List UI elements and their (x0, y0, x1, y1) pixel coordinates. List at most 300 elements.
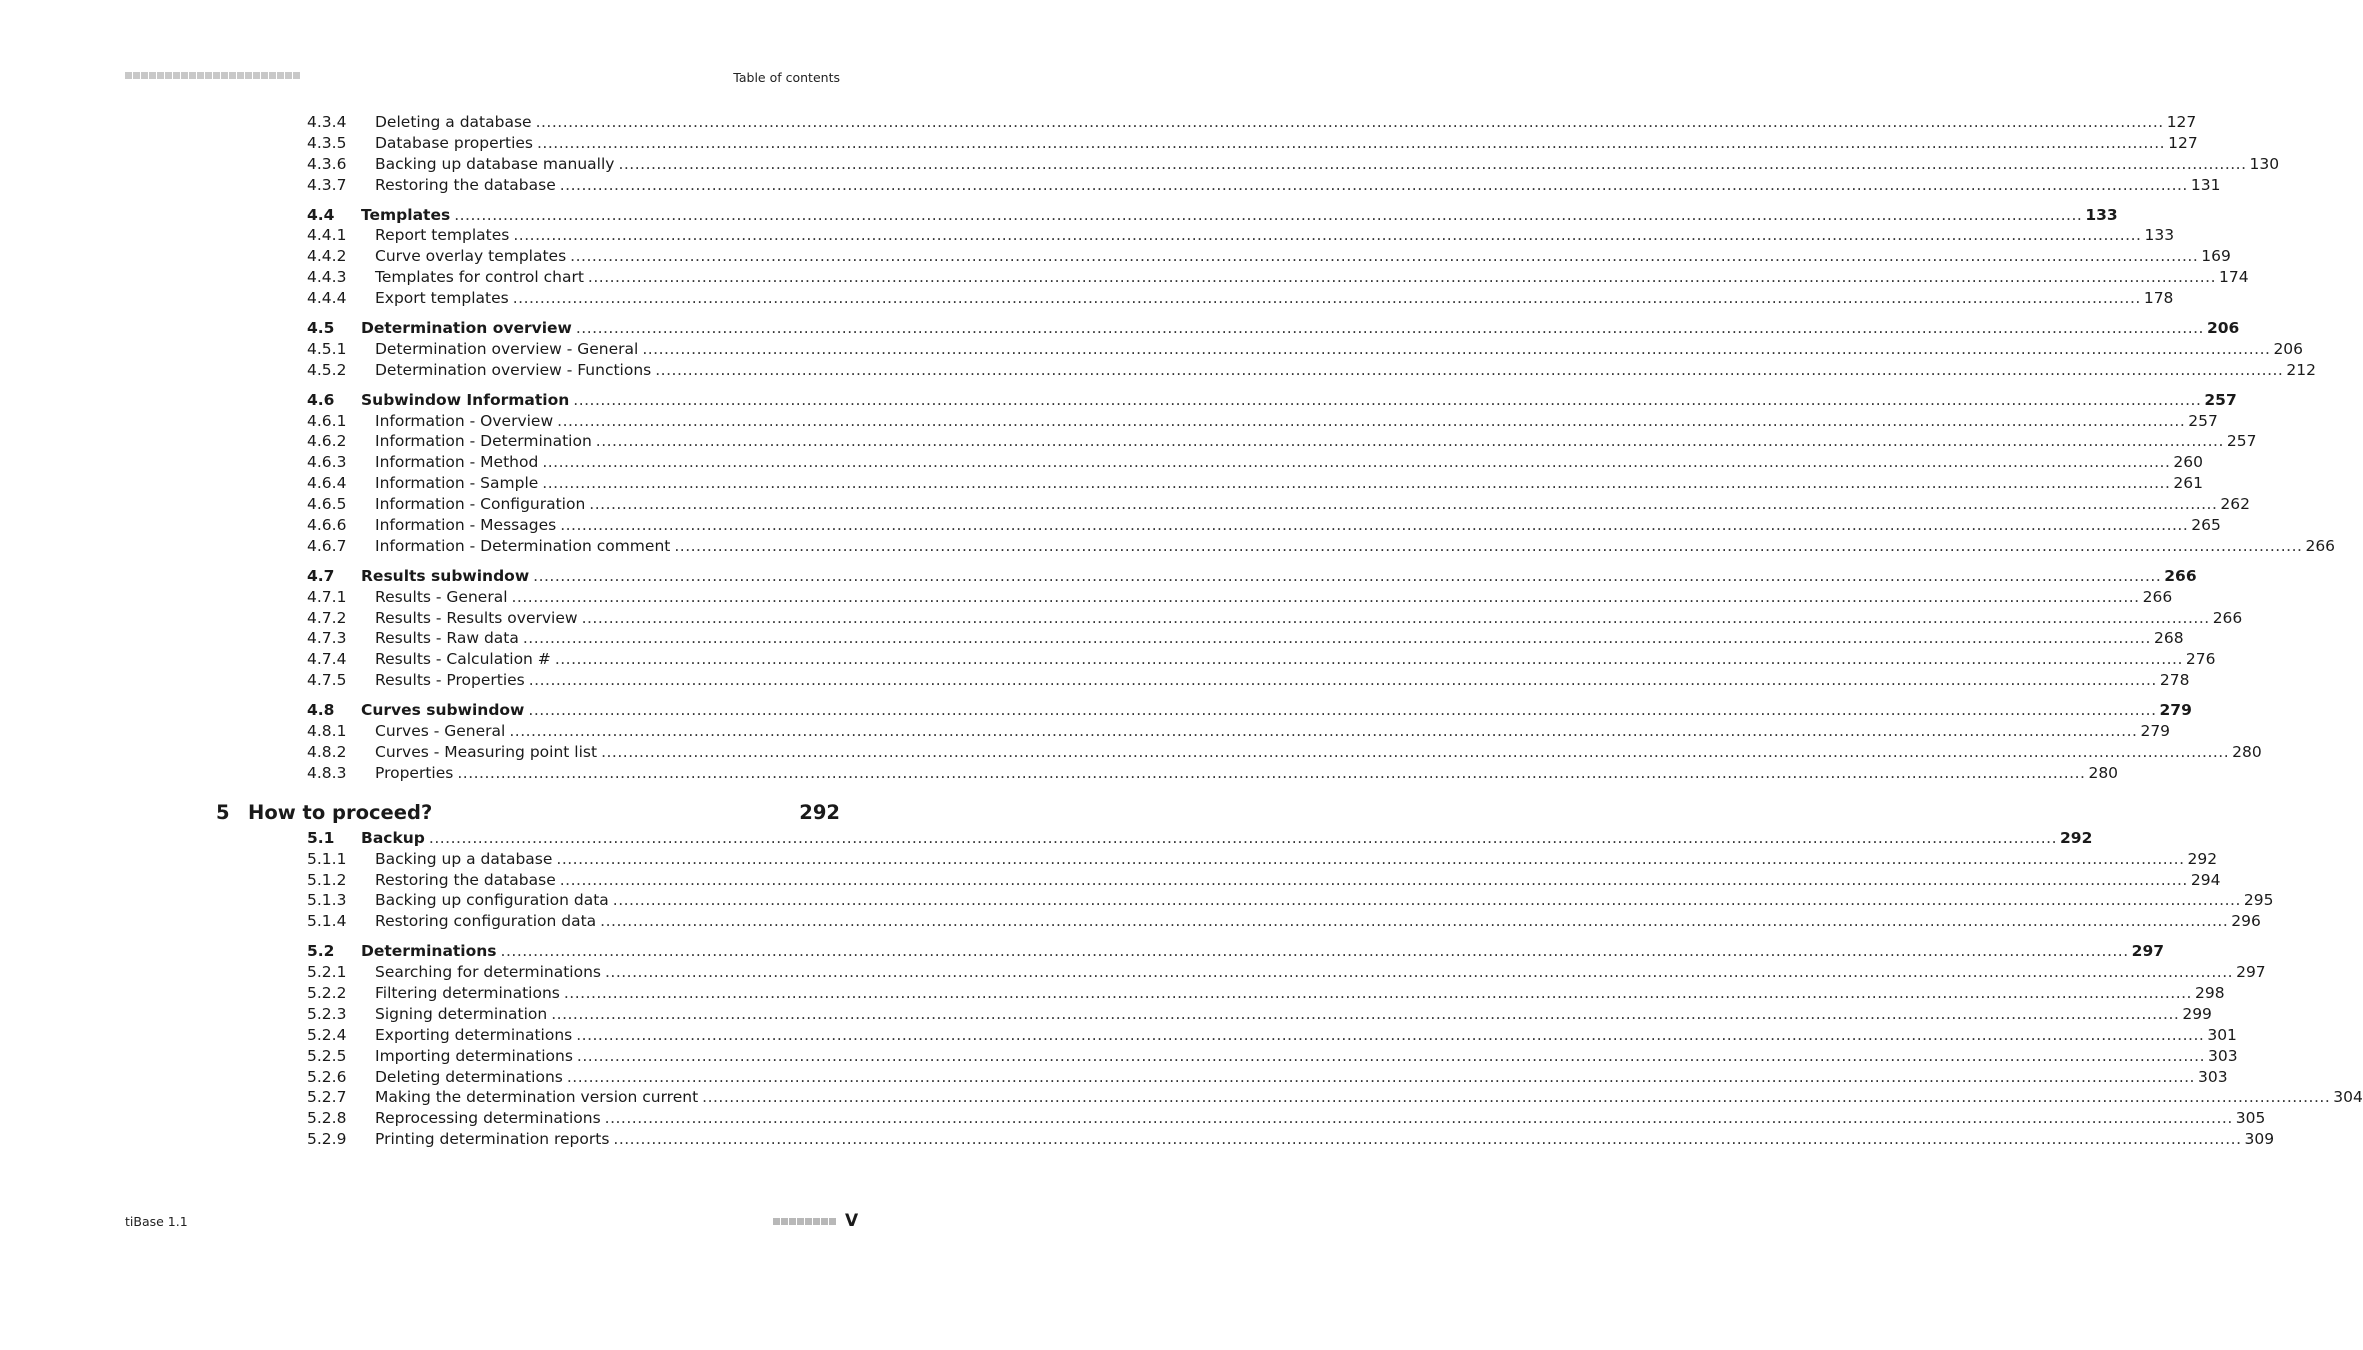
square-mark (157, 72, 164, 79)
toc-leader-dots: ............................................................................................................................................................................................................................................................................................................ (604, 1109, 2233, 1128)
toc-leader-dots: ............................................................................................................................................................................................................................................................................................................ (457, 763, 2086, 782)
toc-entry-number: 4.6.2 (307, 432, 347, 451)
toc-entry-label (375, 890, 2274, 911)
toc-leader-dots: ............................................................................................................................................................................................................................................................................................................ (604, 963, 2234, 982)
toc-entry-title: Templates for control chart (375, 268, 584, 287)
toc-entry-number: 4.7.2 (307, 608, 347, 627)
toc-entry-label (375, 742, 2262, 763)
footer-product: tiBase 1.1 (125, 1214, 188, 1229)
square-mark (813, 1218, 820, 1225)
toc-entry-number: 4.6.4 (307, 474, 347, 493)
toc-entry-page: 298 (2194, 983, 2225, 1002)
toc-entry[interactable] (0, 246, 2231, 267)
toc-entry[interactable] (0, 849, 2218, 870)
toc-entry[interactable] (0, 112, 2197, 133)
toc-entry-number: 4.6.6 (307, 516, 347, 535)
toc-entry-label (375, 1046, 2238, 1067)
toc-entry-number: 4.4.4 (307, 289, 347, 308)
toc-entry[interactable] (0, 1129, 2275, 1150)
toc-entry-page: 206 (2206, 319, 2240, 338)
toc-entry-label (375, 721, 2171, 742)
toc-leader-dots: ............................................................................................................................................................................................................................................................................................................ (575, 319, 2204, 338)
square-mark (269, 72, 276, 79)
toc-entry-title: Export templates (375, 289, 509, 308)
toc-entry-title: Information - Determination (375, 432, 592, 451)
toc-leader-dots: ............................................................................................................................................................................................................................................................................................................ (513, 226, 2142, 245)
toc-entry-number: 5.2.5 (307, 1046, 347, 1065)
toc-leader-dots: ............................................................................................................................................................................................................................................................................................................ (570, 247, 2199, 266)
toc-entry-title: Backing up database manually (375, 154, 615, 173)
toc-entry[interactable] (0, 763, 2119, 784)
toc-entry[interactable] (0, 205, 2118, 226)
square-mark (253, 72, 260, 79)
toc-entry-label (375, 360, 2316, 381)
toc-entry-page: 276 (2185, 650, 2216, 669)
square-mark (205, 72, 212, 79)
toc-entry-number: 4.7.4 (307, 650, 347, 669)
toc-entry[interactable] (0, 1087, 2363, 1108)
footer-decoration (773, 1218, 836, 1225)
toc-entry-label (375, 288, 2174, 309)
toc-entry[interactable] (0, 962, 2266, 983)
toc-entry-title: Backup (361, 828, 425, 847)
toc-leader-dots: ............................................................................................................................................................................................................................................................................................................ (559, 870, 2188, 889)
toc-entry-label (375, 246, 2231, 267)
toc-leader-dots: ............................................................................................................................................................................................................................................................................................................ (587, 268, 2217, 287)
toc-entry[interactable] (0, 742, 2262, 763)
toc-entry-number: 4.5.2 (307, 360, 347, 379)
toc-leader-dots: ............................................................................................................................................................................................................................................................................................................ (528, 701, 2157, 720)
toc-entry-label (375, 670, 2190, 691)
toc-entry-number: 4.7.3 (307, 629, 347, 648)
square-mark (277, 72, 284, 79)
toc-entry-title: Results - Raw data (375, 629, 519, 648)
toc-entry-label (361, 828, 2093, 849)
toc-entry[interactable] (0, 608, 2243, 629)
toc-entry-title: Information - Sample (375, 474, 539, 493)
square-mark (125, 72, 132, 79)
toc-entry[interactable] (0, 941, 2165, 962)
toc-entry-title: Determination overview - Functions (375, 360, 652, 379)
square-mark (245, 72, 252, 79)
toc-entry-title: Results - General (375, 587, 508, 606)
toc-entry[interactable] (0, 536, 2336, 557)
toc-entry-number: 5.2.2 (307, 983, 347, 1002)
square-mark (261, 72, 268, 79)
toc-leader-dots: ............................................................................................................................................................................................................................................................................................................ (522, 629, 2151, 648)
toc-entry-title: Backing up a database (375, 849, 553, 868)
toc-entry-page: 297 (2236, 963, 2266, 982)
toc-entry-title: Database properties (375, 133, 533, 152)
square-mark (789, 1218, 796, 1225)
toc-entry-title: Results - Calculation # (375, 650, 551, 669)
toc-entry-page: 294 (2190, 870, 2221, 889)
toc-entry-label (375, 133, 2198, 154)
toc-entry-title: Information - Determination comment (375, 536, 671, 555)
toc-entry-page: 303 (2208, 1046, 2238, 1065)
toc-entry-label (375, 962, 2266, 983)
toc-leader-dots: ............................................................................................................................................................................................................................................................................................................ (554, 650, 2183, 669)
toc-entry[interactable] (0, 983, 2225, 1004)
toc-entry-page: 257 (2226, 432, 2257, 451)
toc-entry-label (375, 339, 2304, 360)
toc-entry[interactable] (0, 318, 2240, 339)
toc-entry-number: 5.1 (307, 828, 335, 847)
toc-entry[interactable] (0, 431, 2257, 452)
toc-entry-page: 266 (2164, 566, 2197, 585)
square-mark (197, 72, 204, 79)
toc-entry-page: 206 (2273, 339, 2304, 358)
toc-entry-title: Information - Messages (375, 516, 557, 535)
toc-entry-number: 4.4 (307, 205, 335, 224)
toc-entry-title: Results - Properties (375, 671, 525, 690)
toc-entry-number: 5.1.1 (307, 849, 347, 868)
toc-entry[interactable] (0, 154, 2280, 175)
toc-entry-page: 257 (2204, 390, 2237, 409)
toc-entry-label (375, 431, 2257, 452)
toc-entry-label (375, 1025, 2237, 1046)
toc-entry-page: 178 (2143, 289, 2174, 308)
toc-entry[interactable] (0, 390, 2237, 411)
toc-entry-page: 262 (2220, 495, 2250, 514)
toc-entry-label (361, 318, 2240, 339)
toc-entry[interactable] (0, 515, 2221, 536)
toc-entry-page: 305 (2235, 1109, 2266, 1128)
toc-leader-dots: ............................................................................................................................................................................................................................................................................................................ (454, 205, 2083, 224)
toc-entry-title: Subwindow Information (361, 390, 570, 409)
square-mark (293, 72, 300, 79)
toc-entry[interactable] (0, 175, 2221, 196)
toc-entry-number: 5.2.9 (307, 1130, 347, 1149)
toc-entry-page: 295 (2243, 891, 2274, 910)
toc-entry-title: Determinations (361, 942, 497, 961)
toc-entry[interactable] (0, 494, 2250, 515)
toc-entry-page: 131 (2190, 175, 2221, 194)
toc-entry-number: 4.8.2 (307, 742, 347, 761)
toc-entry[interactable] (0, 360, 2316, 381)
toc-entry-number: 4.3.6 (307, 154, 347, 173)
toc-leader-dots: ............................................................................................................................................................................................................................................................................................................ (511, 587, 2140, 606)
toc-entry-title: Filtering determinations (375, 983, 560, 1002)
square-mark (213, 72, 220, 79)
toc-entry[interactable] (0, 649, 2216, 670)
toc-entry-label (375, 1108, 2266, 1129)
square-mark (181, 72, 188, 79)
toc-entry-title: Restoring the database (375, 870, 556, 889)
toc-leader-dots: ............................................................................................................................................................................................................................................................................................................ (560, 516, 2189, 535)
toc-entry[interactable] (0, 288, 2174, 309)
toc-entry-number: 4.8.1 (307, 722, 347, 741)
toc-entry-label (375, 175, 2221, 196)
toc-entry-number: 5.1.2 (307, 870, 347, 889)
toc-entry-label (375, 1004, 2212, 1025)
toc-entry[interactable] (0, 828, 2093, 849)
toc-leader-dots: ............................................................................................................................................................................................................................................................................................................ (536, 133, 2166, 152)
toc-entry-title: Results subwindow (361, 566, 530, 585)
toc-entry-page: 127 (2166, 113, 2197, 131)
toc-entry[interactable] (0, 339, 2304, 360)
toc-entry-page: 268 (2153, 629, 2184, 648)
toc-entry-number: 4.3.5 (307, 133, 347, 152)
toc-entry[interactable] (0, 890, 2274, 911)
toc-entry-title: Deleting determinations (375, 1067, 563, 1086)
toc-entry-number: 5.2.7 (307, 1088, 347, 1107)
toc-entry[interactable] (0, 1067, 2228, 1088)
toc-entry-page: 304 (2333, 1088, 2363, 1107)
toc-entry-number: 5.1.3 (307, 891, 347, 910)
header-title: Table of contents (733, 70, 840, 85)
toc-entry-number: 4.6.7 (307, 536, 347, 555)
square-mark (237, 72, 244, 79)
toc-entry-page: 133 (2144, 226, 2175, 245)
square-mark (133, 72, 140, 79)
toc-entry[interactable] (0, 798, 954, 828)
toc-entry[interactable] (0, 870, 2221, 891)
toc-leader-dots: ............................................................................................................................................................................................................................................................................................................ (581, 608, 2210, 627)
toc-entry-title: Determination overview (361, 319, 572, 338)
toc-entry-number: 4.3.7 (307, 175, 347, 194)
toc-entry-page: 133 (2085, 205, 2118, 224)
toc-leader-dots: ............................................................................................................................................................................................................................................................................................................ (509, 722, 2138, 741)
toc-entry-number: 5.2 (307, 942, 335, 961)
toc-entry-label (375, 154, 2280, 175)
toc-entry-number: 5.2.8 (307, 1109, 347, 1128)
toc-entry-title: Restoring configuration data (375, 912, 597, 931)
toc-entry-number: 4.8 (307, 701, 335, 720)
toc-entry-page: 130 (2249, 154, 2280, 173)
toc-entry-label (375, 536, 2336, 557)
toc-entry-page: 265 (2191, 516, 2221, 535)
toc-entry-title: Information - Configuration (375, 495, 586, 514)
toc-entry-label (361, 390, 2237, 411)
toc-entry-label (375, 267, 2249, 288)
toc-entry-number: 5.1.4 (307, 912, 347, 931)
toc-entry-label (361, 700, 2192, 721)
toc-leader-dots: ............................................................................................................................................................................................................................................................................................................ (542, 453, 2171, 472)
toc-entry-label (375, 628, 2184, 649)
toc-entry-number: 4.4.3 (307, 268, 347, 287)
toc-entry-title: Signing determination (375, 1004, 548, 1023)
square-mark (821, 1218, 828, 1225)
footer-page-number: V (845, 1211, 859, 1231)
toc-entry[interactable] (0, 1025, 2237, 1046)
toc-entry-label (361, 205, 2118, 226)
toc-entry-title: Exporting determinations (375, 1025, 573, 1044)
toc-entry-title: Deleting a database (375, 113, 532, 131)
toc-entry[interactable] (0, 670, 2190, 691)
square-mark (773, 1218, 780, 1225)
toc-entry-page: 266 (2142, 587, 2173, 606)
toc-leader-dots: ............................................................................................................................................................................................................................................................................................................ (573, 390, 2202, 409)
toc-entry-label (375, 763, 2119, 784)
toc-leader-dots: ............................................................................................................................................................................................................................................................................................................ (535, 113, 2164, 131)
toc-leader-dots: ............................................................................................................................................................................................................................................................................................................ (674, 536, 2303, 555)
toc-entry[interactable] (0, 911, 2261, 932)
toc-entry-label (375, 649, 2216, 670)
toc-entry-title: Properties (375, 763, 454, 782)
toc-entry-page: 169 (2201, 247, 2231, 266)
toc-entry-label (375, 411, 2218, 432)
toc-leader-dots: ............................................................................................................................................................................................................................................................................................................ (557, 411, 2186, 430)
toc-entry-title: Making the determination version current (375, 1088, 699, 1107)
toc-entry-number: 5.2.4 (307, 1025, 347, 1044)
toc-leader-dots: ............................................................................................................................................................................................................................................................................................................ (589, 495, 2218, 514)
toc-entry-page: 297 (2131, 942, 2165, 961)
toc-entry-label (375, 515, 2221, 536)
toc-entry[interactable] (0, 452, 2204, 473)
square-mark (797, 1218, 804, 1225)
toc-entry[interactable] (0, 587, 2173, 608)
toc-leader-dots: ............................................................................................................................................................................................................................................................................................................ (601, 742, 2230, 761)
toc-leader-dots: ............................................................................................................................................................................................................................................................................................................ (612, 891, 2241, 910)
toc-entry-title: Templates (361, 205, 451, 224)
toc-entry-number: 4.6.1 (307, 411, 347, 430)
toc-entry[interactable] (0, 225, 2175, 246)
toc-entry-title: Curves - Measuring point list (375, 742, 598, 761)
toc-entry-number: 4.5.1 (307, 339, 347, 358)
toc-leader-dots: ............................................................................................................................................................................................................................................................................................................ (533, 566, 2162, 585)
toc-entry-label (375, 225, 2175, 246)
toc-entry-page: 174 (2219, 268, 2249, 287)
toc-entry-page: 261 (2173, 474, 2203, 493)
toc-entry-title: Curve overlay templates (375, 247, 567, 266)
toc-entry[interactable] (0, 566, 2197, 587)
toc-entry-label (248, 798, 840, 828)
toc-entry-number: 4.4.1 (307, 226, 347, 245)
toc-entry-label (375, 452, 2204, 473)
toc-entry-title: Report templates (375, 226, 510, 245)
toc-entry-page: 303 (2197, 1067, 2228, 1086)
toc-entry-page: 257 (2188, 411, 2218, 430)
toc-entry-number: 4.4.2 (307, 247, 347, 266)
toc-entry-number: 4.3.4 (307, 113, 347, 131)
toc-entry-label (375, 473, 2203, 494)
toc-entry-title: Printing determination reports (375, 1130, 610, 1149)
toc-entry-page: 279 (2140, 722, 2171, 741)
toc-entry[interactable] (0, 721, 2171, 742)
square-mark (781, 1218, 788, 1225)
toc-entry-label (361, 566, 2197, 587)
toc-entry-title: Determination overview - General (375, 339, 639, 358)
toc-entry-label (375, 494, 2250, 515)
toc-entry-number: 5.2.6 (307, 1067, 347, 1086)
toc-entry-page: 280 (2232, 742, 2262, 761)
toc-leader-dots: ............................................................................................................................................................................................................................................................................................................ (595, 432, 2224, 451)
toc-entry-number: 4.6.3 (307, 453, 347, 472)
toc-leader-dots: ............................................................................................................................................................................................................................................................................................................ (576, 1025, 2205, 1044)
toc-entry-title: Information - Overview (375, 411, 554, 430)
toc-leader-dots: ............................................................................................................................................................................................................................................................................................................ (618, 154, 2247, 173)
toc-entry-title: How to proceed? (248, 800, 433, 824)
toc-entry-page: 278 (2159, 671, 2190, 690)
toc-leader-dots: ............................................................................................................................................................................................................................................................................................................ (702, 1088, 2331, 1107)
toc-entry-label (375, 587, 2173, 608)
toc-leader-dots: ............................................................................................................................................................................................................................................................................................................ (551, 1004, 2180, 1023)
toc-entry-number: 4.7 (307, 566, 335, 585)
toc-leader-dots: ............................................................................................................................................................................................................................................................................................................ (428, 828, 2058, 847)
toc-entry-page: 301 (2207, 1025, 2237, 1044)
toc-entry[interactable] (0, 267, 2249, 288)
toc-entry-page: 292 (2060, 828, 2093, 847)
header-decoration (125, 72, 300, 79)
toc-entry[interactable] (0, 411, 2218, 432)
toc-entry-title: Backing up configuration data (375, 891, 609, 910)
toc-entry-label (375, 1087, 2363, 1108)
toc-leader-dots: ............................................................................................................................................................................................................................................................................................................ (556, 849, 2185, 868)
toc-entry-number: 4.5 (307, 319, 335, 338)
toc-entry-title: Searching for determinations (375, 963, 601, 982)
square-mark (189, 72, 196, 79)
toc-entry-page: 266 (2212, 608, 2243, 627)
square-mark (149, 72, 156, 79)
toc-entry-number: 5.2.3 (307, 1004, 347, 1023)
toc-entry-label (361, 941, 2165, 962)
toc-entry-label (375, 1067, 2228, 1088)
toc-entry-title: Reprocessing determinations (375, 1109, 601, 1128)
toc-entry[interactable] (0, 473, 2203, 494)
toc-entry-number: 4.6.5 (307, 495, 347, 514)
square-mark (173, 72, 180, 79)
toc-leader-dots: ............................................................................................................................................................................................................................................................................................................ (613, 1130, 2242, 1149)
toc-entry-number: 4.7.5 (307, 671, 347, 690)
square-mark (165, 72, 172, 79)
toc-entry[interactable] (0, 133, 2198, 154)
toc-entry-page: 260 (2173, 453, 2204, 472)
toc-leader-dots: ............................................................................................................................................................................................................................................................................................................ (566, 1067, 2195, 1086)
square-mark (141, 72, 148, 79)
toc-leader-dots: ............................................................................................................................................................................................................................................................................................................ (528, 671, 2157, 690)
toc-leader-dots: ............................................................................................................................................................................................................................................................................................................ (563, 983, 2192, 1002)
toc-leader-dots: ............................................................................................................................................................................................................................................................................................................ (500, 942, 2129, 961)
table-of-contents (0, 112, 2363, 1150)
toc-entry-page: 296 (2231, 912, 2261, 931)
square-mark (229, 72, 236, 79)
toc-entry[interactable] (0, 1108, 2266, 1129)
toc-entry-title: Information - Method (375, 453, 539, 472)
toc-entry-label (375, 911, 2261, 932)
toc-entry-title: Restoring the database (375, 175, 556, 194)
toc-entry[interactable] (0, 1046, 2238, 1067)
toc-entry-page: 280 (2088, 763, 2119, 782)
toc-entry-page: 292 (2187, 849, 2218, 868)
toc-entry-number: 5.2.1 (307, 963, 347, 982)
toc-entry-number: 4.8.3 (307, 763, 347, 782)
toc-entry-page: 127 (2168, 133, 2198, 152)
toc-leader-dots: ............................................................................................................................................................................................................................................................................................................ (576, 1046, 2206, 1065)
toc-entry[interactable] (0, 628, 2184, 649)
toc-entry-page: 309 (2244, 1130, 2275, 1149)
square-mark (829, 1218, 836, 1225)
square-mark (285, 72, 292, 79)
square-mark (221, 72, 228, 79)
toc-entry-page: 266 (2305, 536, 2336, 555)
toc-leader-dots: ............................................................................................................................................................................................................................................................................................................ (512, 289, 2141, 308)
toc-entry-title: Results - Results overview (375, 608, 578, 627)
toc-leader-dots: ............................................................................................................................................................................................................................................................................................................ (559, 175, 2188, 194)
square-mark (805, 1218, 812, 1225)
toc-entry-number: 5 (216, 800, 230, 824)
toc-entry-page: 299 (2182, 1004, 2212, 1023)
toc-entry-title: Curves subwindow (361, 701, 525, 720)
toc-entry-number: 4.6 (307, 390, 335, 409)
toc-entry-page: 212 (2286, 360, 2316, 379)
toc-entry-label (375, 870, 2221, 891)
toc-entry[interactable] (0, 1004, 2212, 1025)
toc-entry-label (375, 1129, 2275, 1150)
toc-entry-page: 292 (799, 800, 840, 824)
toc-entry-page: 279 (2159, 701, 2192, 720)
toc-entry[interactable] (0, 700, 2192, 721)
